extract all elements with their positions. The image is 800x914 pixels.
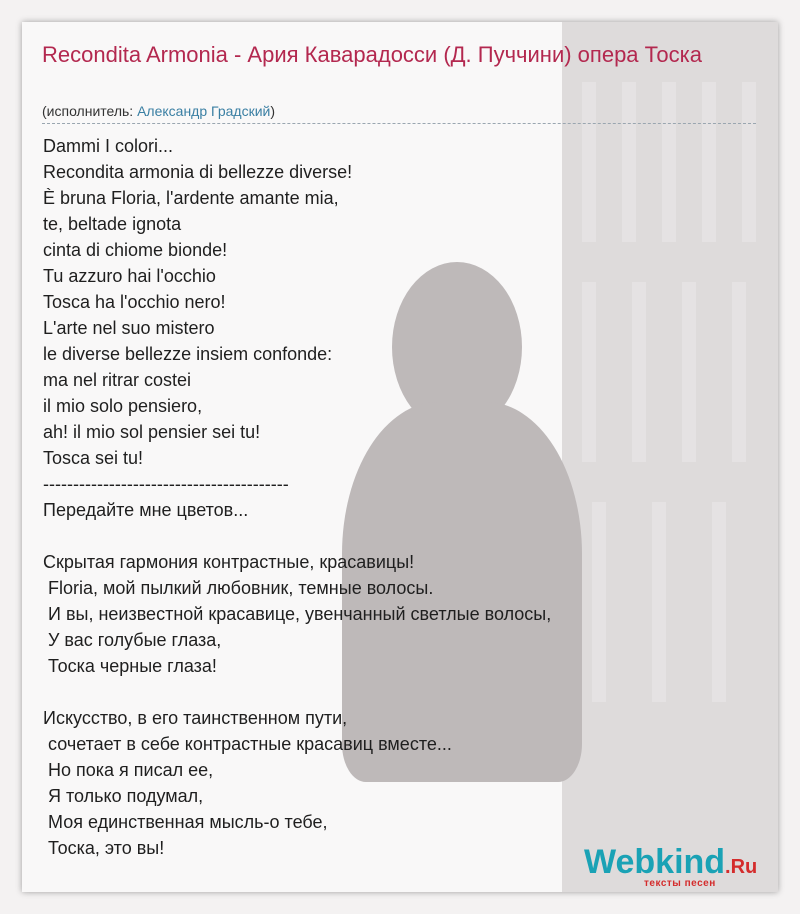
- lyric-line: Тоска черные глаза!: [43, 656, 217, 676]
- lyric-line: -----------------------------------------: [43, 474, 289, 494]
- divider: [42, 123, 756, 124]
- lyric-line: ah! il mio sol pensier sei tu!: [43, 422, 261, 442]
- lyric-line: Скрытая гармония контрастные, красавицы!: [43, 552, 415, 572]
- lyric-line: L'arte nel suo mistero: [43, 318, 215, 338]
- lyric-line: Передайте мне цветов...: [43, 500, 249, 520]
- logo-suffix: .Ru: [725, 856, 758, 878]
- lyric-line: cinta di chiome bionde!: [43, 240, 228, 260]
- performer-suffix: ): [270, 103, 276, 119]
- lyrics-text: [43, 133, 551, 861]
- lyric-line: Искусство, в его таинственном пути,: [43, 708, 348, 728]
- lyric-line: Но пока я писал ее,: [43, 760, 214, 780]
- lyric-line: Я только подумал,: [43, 786, 204, 806]
- performer-line: [42, 102, 275, 120]
- artist-link[interactable]: Александр Градский: [137, 103, 271, 119]
- lyric-line: [43, 523, 551, 549]
- lyrics-card: [22, 22, 778, 892]
- lyric-line: сочетает в себе контрастные красавиц вместе...: [43, 734, 452, 754]
- lyric-line: [43, 679, 551, 705]
- lyric-line: È bruna Floria, l'ardente amante mia,: [43, 188, 339, 208]
- lyric-line: ma nel ritrar costei: [43, 370, 192, 390]
- lyric-line: Моя единственная мысль-о тебе,: [43, 812, 328, 832]
- lyric-line: te, beltade ignota: [43, 214, 182, 234]
- lyric-line: Floria, мой пылкий любовник, темные волосы.: [43, 578, 434, 598]
- lyric-line: Tosca ha l'occhio nero!: [43, 292, 226, 312]
- lyric-line: У вас голубые глаза,: [43, 630, 222, 650]
- lyric-line: Тоска, это вы!: [43, 838, 165, 858]
- lyric-line: Tu azzuro hai l'occhio: [43, 266, 216, 286]
- lyric-line: Dammi I colori...: [43, 136, 174, 156]
- performer-prefix: (исполнитель:: [42, 103, 138, 119]
- logo-subtitle: тексты песен: [644, 878, 716, 889]
- lyric-line: le diverse bellezze insiem confonde:: [43, 344, 333, 364]
- song-title: Recondita Armonia - Ария Каварадосси (Д. Пуччини) опера Тоска: [42, 42, 702, 67]
- lyric-line: И вы, неизвестной красавице, увенчанный светлые волосы,: [43, 604, 552, 624]
- logo-main: Webkind: [584, 843, 726, 881]
- lyric-line: Recondita armonia di bellezze diverse!: [43, 162, 353, 182]
- content: [22, 22, 778, 892]
- lyric-line: il mio solo pensiero,: [43, 396, 203, 416]
- lyric-line: Tosca sei tu!: [43, 448, 144, 468]
